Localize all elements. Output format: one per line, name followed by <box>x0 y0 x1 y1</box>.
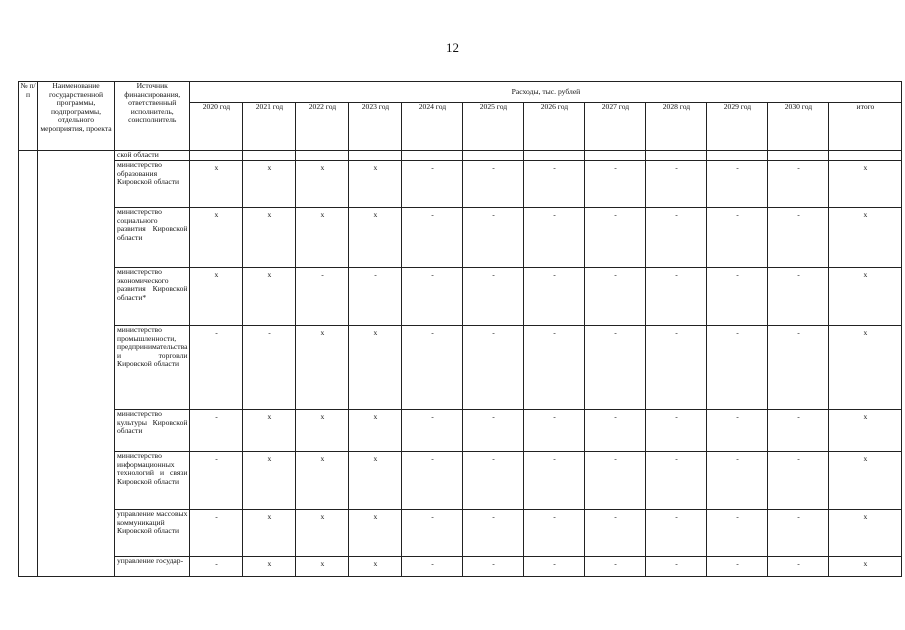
value-cell: - <box>646 208 707 268</box>
value-cell: - <box>768 510 829 557</box>
value-cell: х <box>243 161 296 208</box>
value-cell: х <box>243 452 296 510</box>
table-row <box>19 510 902 557</box>
value-cell: - <box>646 268 707 326</box>
value-cell: х <box>296 452 349 510</box>
value-cell: - <box>463 410 524 452</box>
value-cell: х <box>243 268 296 326</box>
value-cell: - <box>524 510 585 557</box>
value-cell: - <box>190 510 243 557</box>
value-cell: х <box>349 510 402 557</box>
value-cell: х <box>296 208 349 268</box>
value-cell: - <box>524 268 585 326</box>
value-cell: х <box>296 557 349 577</box>
value-cell: х <box>296 326 349 410</box>
value-cell: - <box>402 326 463 410</box>
value-cell: х <box>296 410 349 452</box>
table-row <box>19 410 902 452</box>
value-cell: х <box>243 557 296 577</box>
value-cell: - <box>524 326 585 410</box>
value-cell: - <box>707 557 768 577</box>
value-cell: х <box>829 161 902 208</box>
value-cell: х <box>190 208 243 268</box>
value-cell: - <box>585 510 646 557</box>
value-cell <box>463 151 524 161</box>
value-cell: - <box>646 326 707 410</box>
value-cell <box>585 151 646 161</box>
header-year: 2022 год <box>296 103 349 151</box>
value-cell: - <box>524 410 585 452</box>
value-cell: - <box>463 510 524 557</box>
header-year: 2024 год <box>402 103 463 151</box>
value-cell: - <box>768 161 829 208</box>
value-cell: - <box>646 510 707 557</box>
value-cell: - <box>402 510 463 557</box>
value-cell: х <box>243 510 296 557</box>
header-year: 2023 год <box>349 103 402 151</box>
value-cell: - <box>585 161 646 208</box>
value-cell: х <box>829 510 902 557</box>
value-cell: - <box>402 452 463 510</box>
value-cell: - <box>768 268 829 326</box>
value-cell: - <box>190 557 243 577</box>
value-cell: - <box>646 410 707 452</box>
value-cell: - <box>646 452 707 510</box>
value-cell: х <box>296 161 349 208</box>
value-cell: х <box>349 557 402 577</box>
header-name: Наименование государственной программы, подпрограммы, отдельного мероприятия, проекта <box>38 82 115 151</box>
value-cell: - <box>402 268 463 326</box>
value-cell <box>646 151 707 161</box>
source-cell: министерство культуры Кировской области <box>115 410 190 452</box>
value-cell: - <box>768 410 829 452</box>
value-cell: - <box>296 268 349 326</box>
table-row <box>19 557 902 577</box>
value-cell: - <box>402 410 463 452</box>
value-cell: - <box>768 326 829 410</box>
value-cell: - <box>349 268 402 326</box>
header-year: 2029 год <box>707 103 768 151</box>
name-cell <box>38 151 115 577</box>
value-cell: - <box>707 208 768 268</box>
table-row <box>19 268 902 326</box>
value-cell: - <box>463 452 524 510</box>
source-cell: управление массовых коммуникаций Кировской области <box>115 510 190 557</box>
value-cell: х <box>190 161 243 208</box>
table-row <box>19 161 902 208</box>
header-year: 2025 год <box>463 103 524 151</box>
source-cell: управление государ- <box>115 557 190 577</box>
source-cell: министерство промышленности, предпринимательства и торговли Кировской области <box>115 326 190 410</box>
table-row <box>19 151 902 161</box>
value-cell: - <box>646 557 707 577</box>
value-cell: - <box>707 161 768 208</box>
value-cell: х <box>349 452 402 510</box>
header-year: 2026 год <box>524 103 585 151</box>
value-cell: - <box>585 268 646 326</box>
page-number: 12 <box>446 40 459 55</box>
value-cell: - <box>768 557 829 577</box>
value-cell: - <box>190 410 243 452</box>
value-cell: - <box>768 208 829 268</box>
value-cell: - <box>190 326 243 410</box>
value-cell <box>243 151 296 161</box>
header-year: итого <box>829 103 902 151</box>
value-cell: - <box>463 161 524 208</box>
value-cell: - <box>707 268 768 326</box>
value-cell: - <box>524 452 585 510</box>
source-cell: министерство экономического развития Кировской области* <box>115 268 190 326</box>
expenses-table <box>18 81 902 577</box>
header-expenses: Расходы, тыс. рублей <box>190 82 902 103</box>
value-cell: х <box>349 208 402 268</box>
value-cell: - <box>243 326 296 410</box>
table-row <box>19 452 902 510</box>
value-cell <box>402 151 463 161</box>
value-cell: х <box>349 410 402 452</box>
value-cell: - <box>402 208 463 268</box>
value-cell: х <box>243 208 296 268</box>
value-cell: - <box>524 208 585 268</box>
value-cell: - <box>585 452 646 510</box>
header-num: № п/п <box>19 82 38 151</box>
header-year: 2030 год <box>768 103 829 151</box>
value-cell <box>524 151 585 161</box>
value-cell: - <box>190 452 243 510</box>
value-cell: - <box>463 208 524 268</box>
value-cell <box>349 151 402 161</box>
value-cell: х <box>829 208 902 268</box>
value-cell: х <box>829 268 902 326</box>
value-cell: - <box>524 557 585 577</box>
value-cell: - <box>707 510 768 557</box>
value-cell: х <box>829 452 902 510</box>
value-cell <box>768 151 829 161</box>
source-cell: министерство социального развития Кировской области <box>115 208 190 268</box>
value-cell: - <box>707 452 768 510</box>
value-cell <box>296 151 349 161</box>
value-cell: х <box>349 161 402 208</box>
value-cell: - <box>463 326 524 410</box>
header-year: 2028 год <box>646 103 707 151</box>
value-cell: х <box>829 410 902 452</box>
value-cell: - <box>402 557 463 577</box>
value-cell: - <box>524 161 585 208</box>
value-cell <box>829 151 902 161</box>
value-cell: - <box>585 410 646 452</box>
value-cell: - <box>707 410 768 452</box>
value-cell: х <box>243 410 296 452</box>
header-year: 2020 год <box>190 103 243 151</box>
value-cell: х <box>829 326 902 410</box>
source-cell: ской области <box>115 151 190 161</box>
value-cell: х <box>296 510 349 557</box>
value-cell: - <box>646 161 707 208</box>
value-cell: - <box>463 268 524 326</box>
value-cell: - <box>768 452 829 510</box>
value-cell: - <box>707 326 768 410</box>
num-cell <box>19 151 38 577</box>
header-source: Источник финансирования, ответственный исполнитель, соисполнитель <box>115 82 190 151</box>
value-cell: - <box>585 557 646 577</box>
value-cell: - <box>463 557 524 577</box>
source-cell: министерство информационных технологий и связи Кировской области <box>115 452 190 510</box>
table-row <box>19 326 902 410</box>
value-cell <box>707 151 768 161</box>
value-cell <box>190 151 243 161</box>
header-year: 2027 год <box>585 103 646 151</box>
value-cell: х <box>190 268 243 326</box>
value-cell: х <box>349 326 402 410</box>
source-cell: министерство образования Кировской области <box>115 161 190 208</box>
value-cell: х <box>829 557 902 577</box>
header-year: 2021 год <box>243 103 296 151</box>
value-cell: - <box>402 161 463 208</box>
table-row <box>19 208 902 268</box>
value-cell: - <box>585 326 646 410</box>
value-cell: - <box>585 208 646 268</box>
